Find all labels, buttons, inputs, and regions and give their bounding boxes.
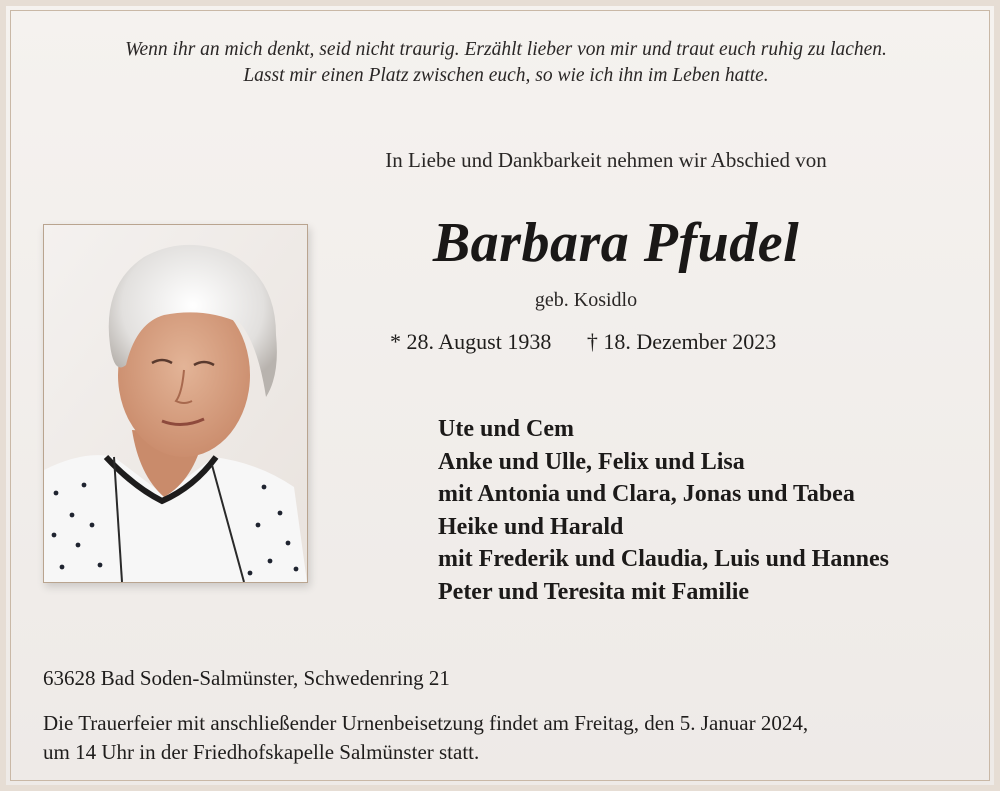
mourners-list [438,413,889,609]
mourner-line: mit Antonia und Clara, Jonas und Tabea [438,481,855,508]
birth-date: * 28. August 1938 [390,329,552,354]
ceremony-line-2: um 14 Uhr in der Friedhofskapelle Salmünster statt. [43,740,480,764]
motto-line-2: Lasst mir einen Platz zwischen euch, so wie ich ihn im Leben hatte. [243,65,769,86]
mourner-line: mit Frederik und Claudia, Luis und Hannes [438,546,890,573]
deceased-name: Barbara Pfudel [432,212,800,274]
portrait-photo [43,224,308,583]
death-date: † 18. Dezember 2023 [586,329,777,354]
address: 63628 Bad Soden-Salmünster, Schwedenring 21 [43,666,450,690]
motto-line-1: Wenn ihr an mich denkt, seid nicht traurig. Erzählt lieber von mir und traut euch ruhig zu lachen. [125,39,887,60]
mourner-line: Anke und Ulle, Felix und Lisa [438,448,745,475]
ceremony-notice [43,709,808,767]
intro-text: In Liebe und Dankbarkeit nehmen wir Abschied von [385,148,827,172]
motto-quote [36,37,976,89]
mourner-line: Peter und Teresita mit Familie [438,578,750,605]
mourner-line: Ute und Cem [438,416,574,442]
maiden-name: geb. Kosidlo [534,289,638,311]
mourner-line: Heike und Harald [438,513,624,540]
ceremony-line-1: Die Trauerfeier mit anschließender Urnenbeisetzung findet am Freitag, den 5. Januar 2024, [43,711,809,735]
life-dates [390,329,776,355]
